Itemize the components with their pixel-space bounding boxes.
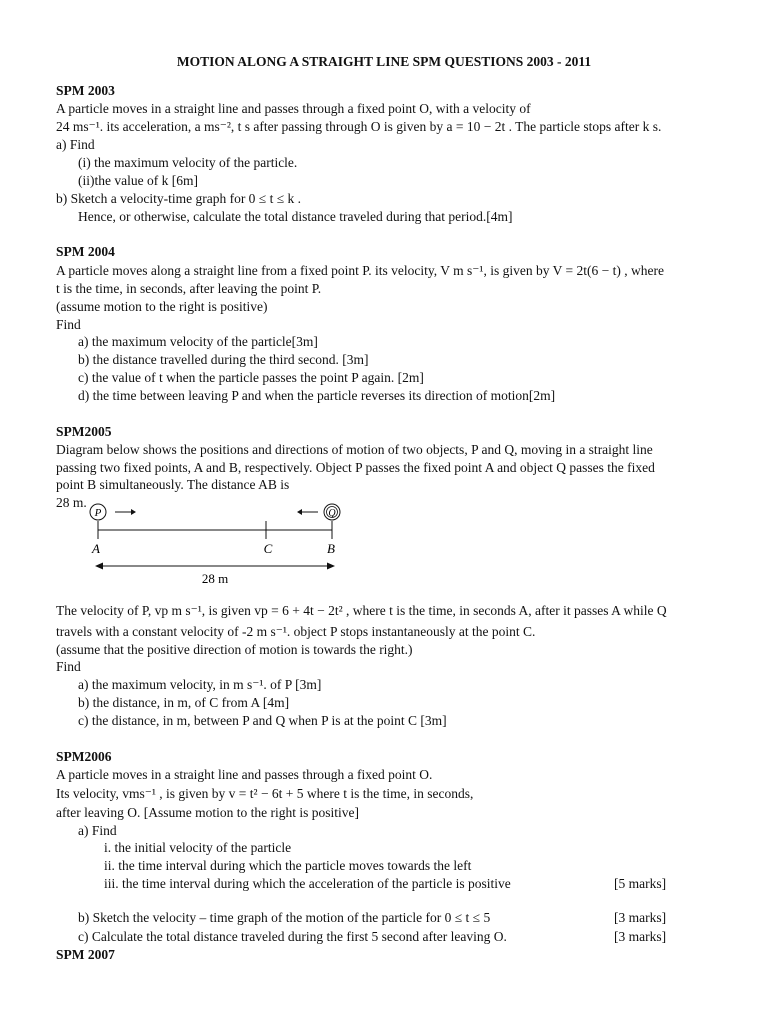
question-text: The velocity of P, vp m s⁻¹, is given vp = 6 + 4t − 2t² , where t is the time, in seconds A, after it passes A while Q [56, 603, 667, 618]
question-text: A particle moves along a straight line from a fixed point P. its velocity, V m s⁻¹, is given by V = 2t(6 − t) , where [56, 263, 664, 278]
question-subpart: ii. the time interval during which the particle moves towards the left [104, 858, 472, 873]
point-c-label: C [263, 541, 273, 556]
marks-label: [3 marks] [614, 910, 667, 925]
question-subpart: Hence, or otherwise, calculate the total distance traveled during that period.[4m] [78, 209, 513, 224]
p-direction-arrowhead [131, 509, 136, 515]
distance-arrowhead-left [95, 563, 103, 570]
question-part: a) Find [78, 823, 117, 838]
question-text: 28 m. [56, 495, 87, 510]
question-text: (assume motion to the right is positive) [56, 299, 268, 314]
section-heading-2004: SPM 2004 [56, 244, 115, 259]
question-subpart: (ii)the value of k [6m] [78, 173, 198, 188]
object-q-label: Q [328, 508, 336, 519]
object-p-label: P [94, 507, 102, 519]
question-text: Its velocity, vms⁻¹ , is given by v = t² − 6t + 5 where t is the time, in seconds, [56, 786, 474, 801]
list-item: b) the distance, in m, of C from A [4m] [78, 695, 290, 710]
find-label: Find [56, 317, 81, 332]
question-part: a) Find [56, 137, 95, 152]
question-text: 24 ms⁻¹. its acceleration, a ms⁻², t s after passing through O is given by a = 10 − 2t . The particle stops after k s. [56, 119, 662, 134]
section-heading-2006: SPM2006 [56, 749, 112, 764]
question-text: A particle moves in a straight line and passes through a fixed point O, with a velocity of [56, 101, 531, 116]
question-text: t is the time, in seconds, after leaving the point P. [56, 281, 322, 296]
question-text: passing two fixed points, A and B, respectively. Object P passes the fixed point A and object Q passes the fixed [56, 460, 655, 475]
list-item: d) the time between leaving P and when the particle reverses its direction of motion[2m] [78, 388, 556, 403]
question-text: (assume that the positive direction of motion is towards the right.) [56, 642, 413, 657]
distance-label: 28 m [201, 571, 229, 586]
list-item: b) the distance travelled during the third second. [3m] [78, 352, 369, 367]
list-item: c) the value of t when the particle passes the point P again. [2m] [78, 370, 424, 385]
question-subpart: i. the initial velocity of the particle [104, 840, 292, 855]
page-title: MOTION ALONG A STRAIGHT LINE SPM QUESTIONS 2003 - 2011 [176, 54, 592, 69]
find-label: Find [56, 659, 81, 674]
distance-arrowhead-right [327, 563, 335, 570]
list-item: c) the distance, in m, between P and Q when P is at the point C [3m] [78, 713, 447, 728]
point-a-label: A [92, 541, 100, 556]
point-b-label: B [327, 541, 335, 556]
question-text: after leaving O. [Assume motion to the right is positive] [56, 805, 359, 820]
question-part: b) Sketch the velocity – time graph of the motion of the particle for 0 ≤ t ≤ 5 [78, 910, 491, 925]
list-item: a) the maximum velocity of the particle[3m] [78, 334, 318, 349]
question-text: point B simultaneously. The distance AB is [56, 477, 290, 492]
marks-label: [5 marks] [614, 876, 667, 891]
question-part: c) Calculate the total distance traveled during the first 5 second after leaving O. [78, 929, 507, 944]
q-direction-arrowhead [297, 509, 302, 515]
section-heading-2007: SPM 2007 [56, 947, 115, 962]
question-text: Diagram below shows the positions and directions of motion of two objects, P and Q, moving in a straight line [56, 442, 653, 457]
question-subpart: iii. the time interval during which the acceleration of the particle is positive [104, 876, 511, 891]
section-heading-2003: SPM 2003 [56, 83, 115, 98]
question-text: A particle moves in a straight line and passes through a fixed point O. [56, 767, 433, 782]
question-text: travels with a constant velocity of -2 m s⁻¹. object P stops instantaneously at the point C. [56, 624, 536, 639]
list-item: a) the maximum velocity, in m s⁻¹. of P [3m] [78, 677, 322, 692]
marks-label: [3 marks] [614, 929, 667, 944]
question-part: b) Sketch a velocity-time graph for 0 ≤ t ≤ k . [56, 191, 302, 206]
section-heading-2005: SPM2005 [56, 424, 112, 439]
question-subpart: (i) the maximum velocity of the particle. [78, 155, 298, 170]
